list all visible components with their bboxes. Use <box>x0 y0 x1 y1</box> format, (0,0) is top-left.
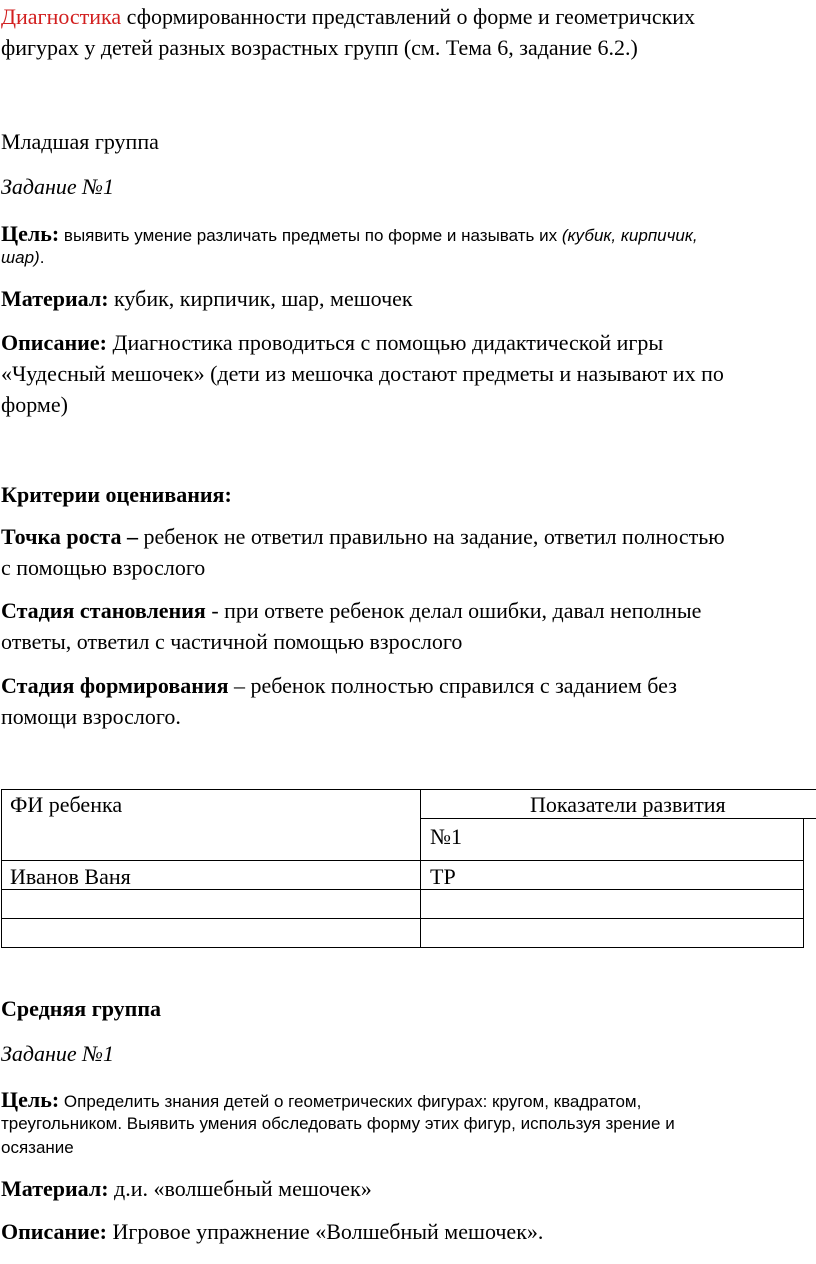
junior-description-line-1: Описание: Диагностика проводиться с помощью дидактической игры <box>1 330 664 355</box>
table-cell: Иванов Ваня <box>10 864 131 889</box>
criteria-forming-line-1: Стадия формирования – ребенок полностью справился с заданием без <box>1 673 677 698</box>
criteria-forming-line-2: помощи взрослого. <box>1 704 181 729</box>
junior-group-heading: Младшая группа <box>1 129 159 154</box>
material-label: Материал: <box>1 286 109 311</box>
goal-italic: (кубик, кирпичик, <box>561 226 698 245</box>
material-text: кубик, кирпичик, шар, мешочек <box>108 286 413 311</box>
middle-material: Материал: д.и. «волшебный мешочек» <box>1 1176 372 1201</box>
title-line-1 <box>1 2 695 32</box>
goal-label: Цель: <box>1 221 60 246</box>
criteria-heading: Критерии оценивания: <box>1 482 232 507</box>
table-border <box>1 918 804 919</box>
table-border <box>1 860 804 861</box>
title-line-2: фигурах у детей разных возрастных групп (см. Тема 6, задание 6.2.) <box>1 35 638 60</box>
middle-group-heading: Средняя группа <box>1 996 161 1021</box>
table-header-name: ФИ ребенка <box>10 792 123 817</box>
junior-description-line-3: форме) <box>1 392 68 417</box>
middle-goal-line-1: Цель: Определить знания детей о геометрических фигурах: кругом, квадратом, <box>1 1087 642 1112</box>
criteria-becoming-line-2: ответы, ответил с частичной помощью взрослого <box>1 629 463 654</box>
table-border <box>420 818 816 819</box>
junior-goal-cont: шар). <box>1 248 45 267</box>
criteria-growth-line-1: Точка роста – ребенок не ответил правильно на задание, ответил полностью <box>1 524 725 549</box>
table-border <box>1 789 2 948</box>
title-highlight: Диагностика <box>1 4 122 29</box>
junior-goal <box>1 219 698 249</box>
junior-description-line-2: «Чудесный мешочек» (дети из мешочка достают предметы и называют их по <box>1 361 724 386</box>
middle-goal-line-3: осязание <box>1 1138 74 1157</box>
table-cell: ТР <box>430 864 456 889</box>
middle-description: Описание: Игровое упражнение «Волшебный мешочек». <box>1 1219 544 1244</box>
junior-material <box>1 284 413 314</box>
goal-text: выявить умение различать предметы по форме и называть их <box>59 226 562 245</box>
middle-task-heading: Задание №1 <box>1 1041 114 1066</box>
criteria-growth-line-2: с помощью взрослого <box>1 555 206 580</box>
table-border <box>1 947 804 948</box>
table-border <box>420 789 421 948</box>
junior-task-heading: Задание №1 <box>1 174 114 199</box>
table-border <box>803 818 804 948</box>
description-label: Описание: <box>1 330 107 355</box>
table-border <box>1 789 816 790</box>
table-subheader: №1 <box>430 824 462 849</box>
title-text: сформированности представлений о форме и геометричских <box>121 4 696 29</box>
criteria-becoming-line-1: Стадия становления - при ответе ребенок делал ошибки, давал неполные <box>1 598 702 623</box>
middle-goal-line-2: треугольником. Выявить умения обследовать форму этих фигур, используя зрение и <box>1 1114 675 1133</box>
table-header-indicators: Показатели развития <box>530 792 726 817</box>
